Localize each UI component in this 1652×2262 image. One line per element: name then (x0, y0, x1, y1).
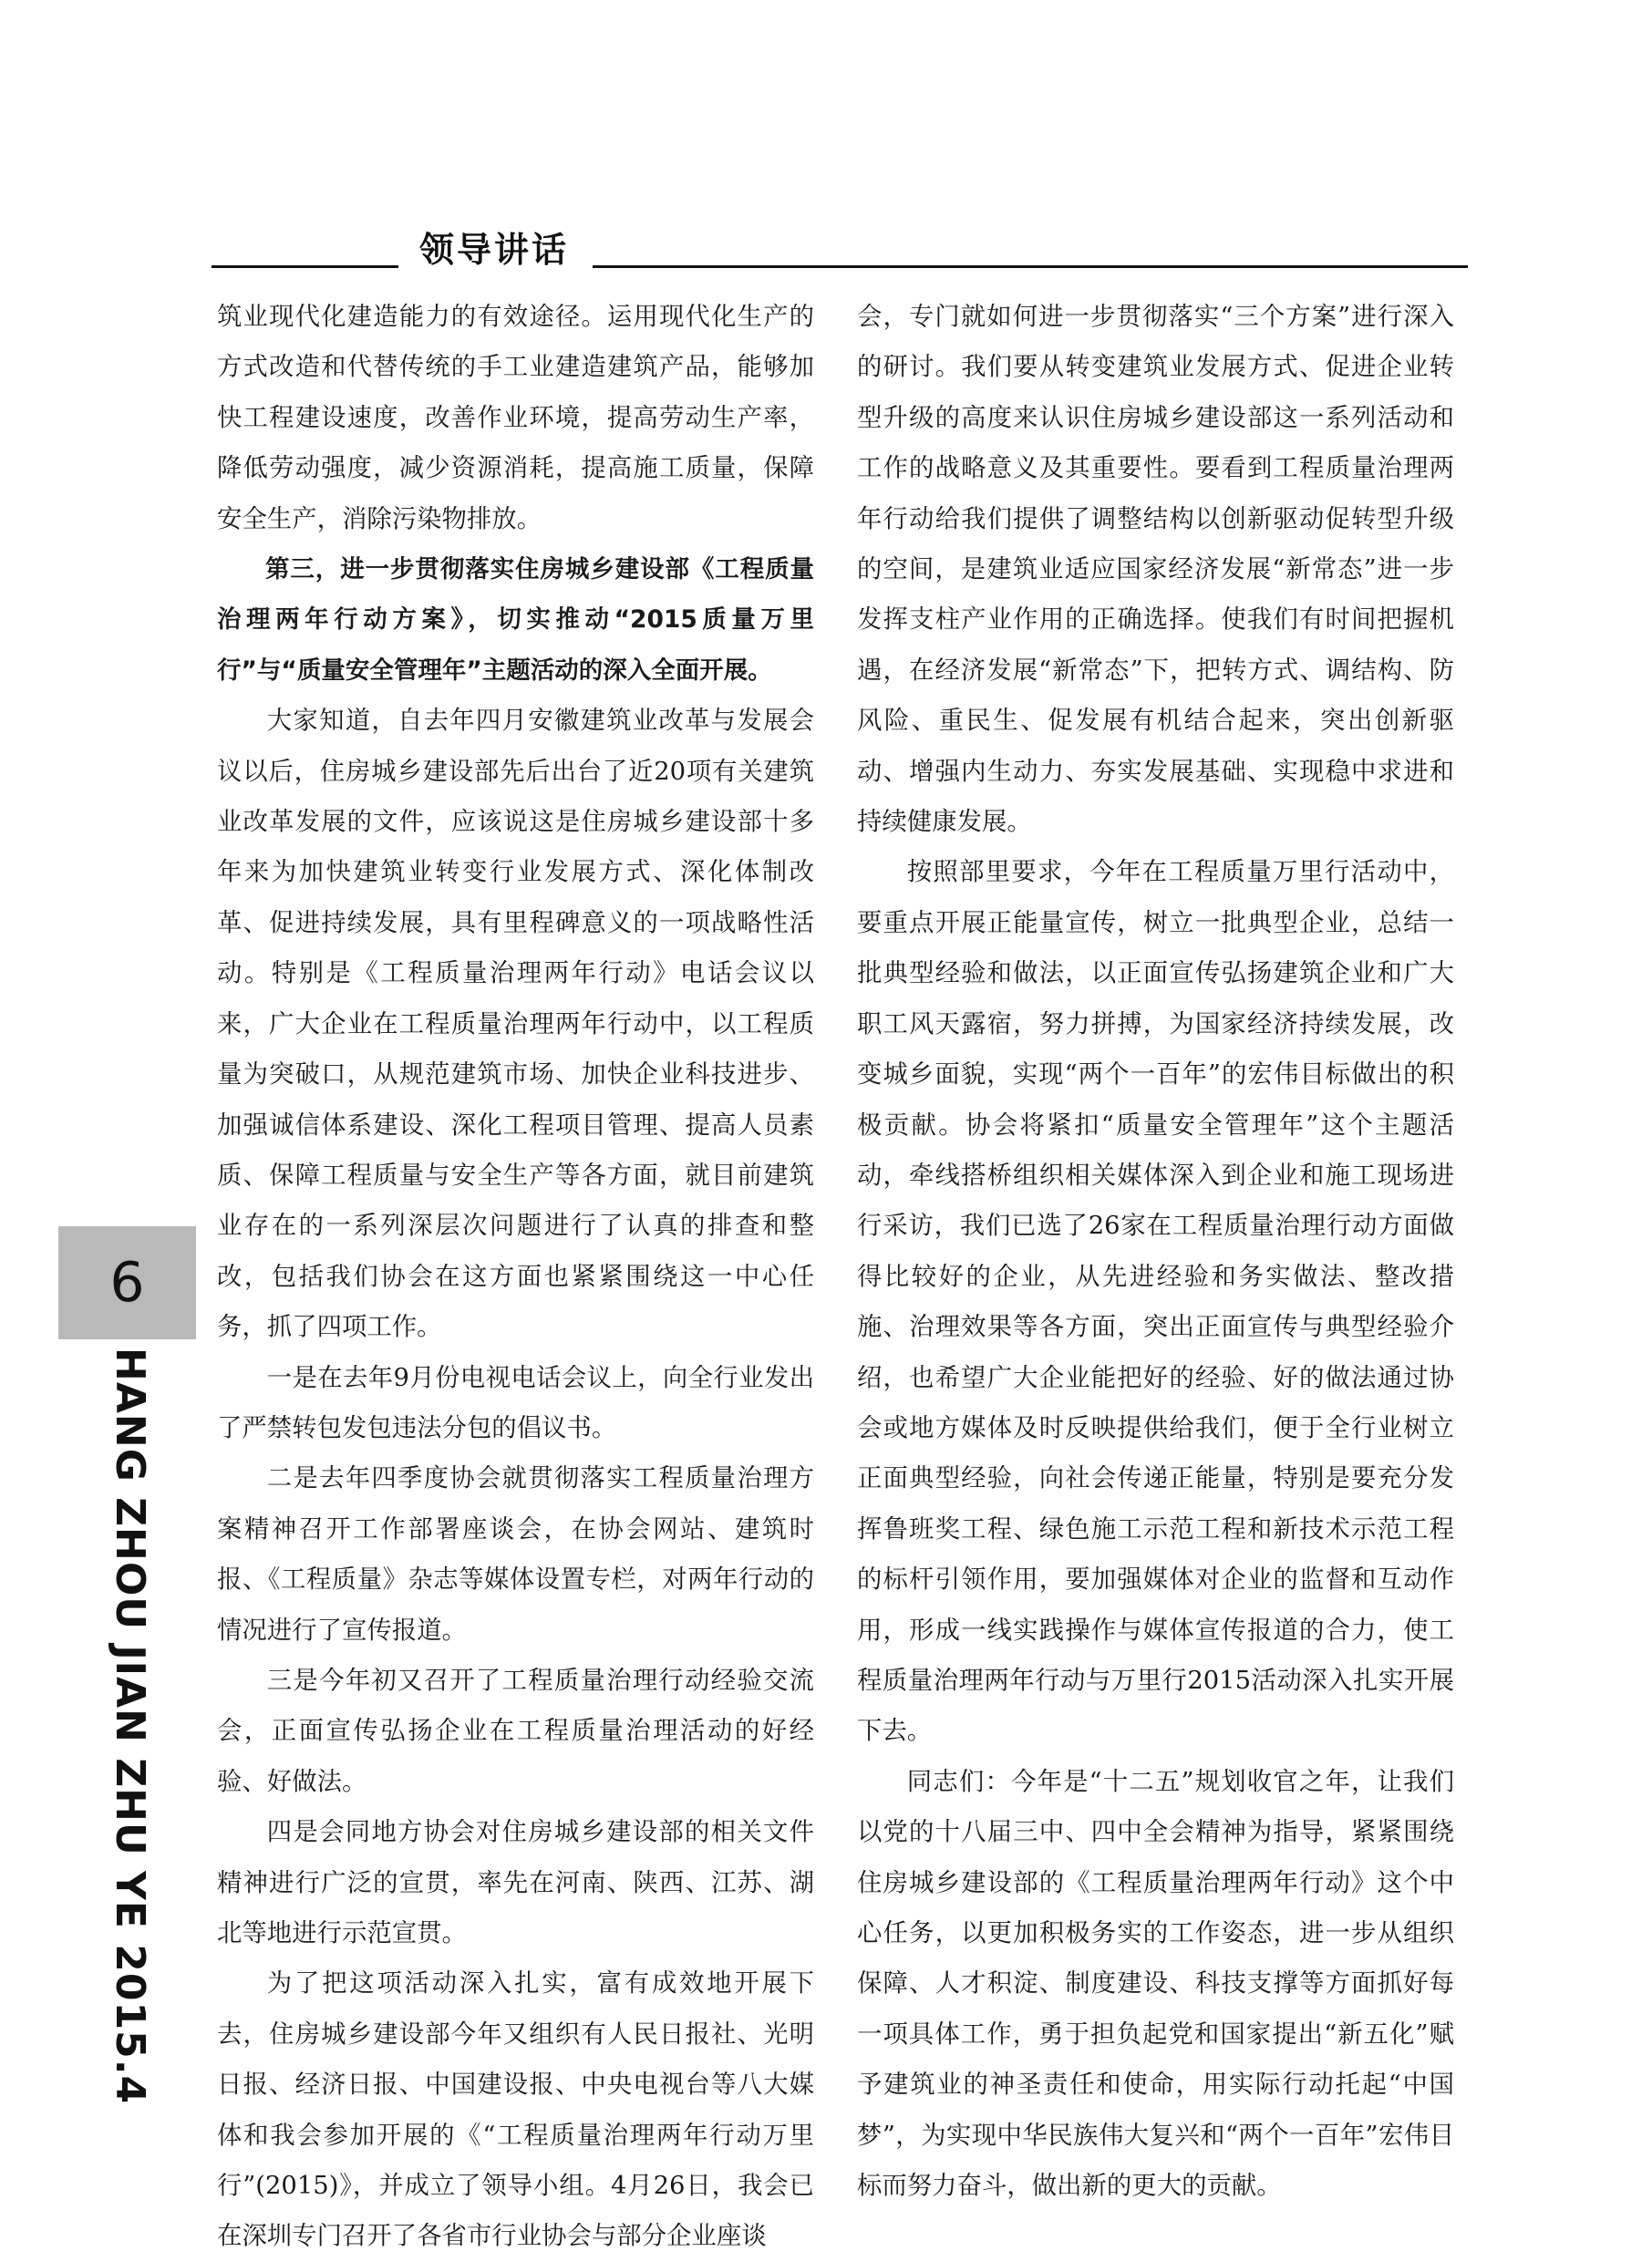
paragraph: 为了把这项活动深入扎实，富有成效地开展下去，住房城乡建设部今年又组织有人民日报社、光明日报、经济日报、中国建设报、中央电视台等八大媒体和我会参加开展的《“工程质量治理两年行动万里行”(2015)》，并成立了领导小组。4月26日，我会已在深圳专门召开了各省市行业协会与部分企业座谈 (217, 1969, 814, 2251)
bold-heading-paragraph: 第三，进一步贯彻落实住房城乡建设部《工程质量治理两年行动方案》，切实推动“2015质量万里行”与“质量安全管理年”主题活动的深入全面开展。 (217, 555, 814, 685)
page-number: 6 (109, 1251, 145, 1315)
header-rule-right (593, 265, 1468, 268)
paragraph: 筑业现代化建造能力的有效途径。运用现代化生产的方式改造和代替传统的手工业建造建筑产品，能够加快工程建设速度，改善作业环境，提高劳动生产率，降低劳动强度，减少资源消耗，提高施工质量，保障安全生产，消除污染物排放。 (217, 303, 814, 533)
left-column (217, 292, 814, 2262)
section-title: 领导讲话 (419, 230, 570, 270)
paragraph: 会，专门就如何进一步贯彻落实“三个方案”进行深入的研讨。我们要从转变建筑业发展方式、促进企业转型升级的高度来认识住房城乡建设部这一系列活动和工作的战略意义及其重要性。要看到工程质量治理两年行动给我们提供了调整结构以创新驱动促转型升级的空间，是建筑业适应国家经济发展“新常态”进一步发挥支柱产业作用的正确选择。使我们有时间把握机遇，在经济发展“新常态”下，把转方式、调结构、防风险、重民生、促发展有机结合起来，突出创新驱动、增强内生动力、夯实发展基础、实现稳中求进和持续健康发展。 (857, 303, 1454, 837)
page-number-box (58, 1226, 196, 1339)
right-column (857, 292, 1454, 2211)
paragraph: 三是今年初又召开了工程质量治理行动经验交流会，正面宣传弘扬企业在工程质量治理活动的好经验、好做法。 (217, 1666, 814, 1796)
paragraph: 同志们：今年是“十二五”规划收官之年，让我们以党的十八届三中、四中全会精神为指导，紧紧围绕住房城乡建设部的《工程质量治理两年行动》这个中心任务，以更加积极务实的工作姿态，进一步从组织保障、人才积淀、制度建设、科技支撑等方面抓好每一项具体工作，勇于担负起党和国家提出“新五化”赋予建筑业的神圣责任和使命，用实际行动托起“中国梦”，为实现中华民族伟大复兴和“两个一百年”宏伟目标而努力奋斗，做出新的更大的贡献。 (857, 1767, 1454, 2201)
paragraph: 按照部里要求，今年在工程质量万里行活动中，要重点开展正能量宣传，树立一批典型企业，总结一批典型经验和做法，以正面宣传弘扬建筑企业和广大职工风天露宿，努力拼搏，为国家经济持续发展，改变城乡面貌，实现“两个一百年”的宏伟目标做出的积极贡献。协会将紧扣“质量安全管理年”这个主题活动，牵线搭桥组织相关媒体深入到企业和施工现场进行采访，我们已选了26家在工程质量治理行动方面做得比较好的企业，从先进经验和务实做法、整改措施、治理效果等各方面，突出正面宣传与典型经验介绍，也希望广大企业能把好的经验、好的做法通过协会或地方媒体及时反映提供给我们，便于全行业树立正面典型经验，向社会传递正能量，特别是要充分发挥鲁班奖工程、绿色施工示范工程和新技术示范工程的标杆引领作用，要加强媒体对企业的监督和互动作用，形成一线实践操作与媒体宣传报道的合力，使工程质量治理两年行动与万里行2015活动深入扎实开展下去。 (857, 858, 1454, 1746)
header-rule-left (212, 265, 398, 268)
journal-vertical-label: HANG ZHOU JIAN ZHU YE 2015.4 (107, 1348, 153, 2105)
paragraph: 二是去年四季度协会就贯彻落实工程质量治理方案精神召开工作部署座谈会，在协会网站、建筑时报、《工程质量》杂志等媒体设置专栏，对两年行动的情况进行了宣传报道。 (217, 1464, 814, 1645)
paragraph: 一是在去年9月份电视电话会议上，向全行业发出了严禁转包发包违法分包的倡议书。 (217, 1363, 814, 1442)
paragraph: 大家知道，自去年四月安徽建筑业改革与发展会议以后，住房城乡建设部先后出台了近20项有关建筑业改革发展的文件，应该说这是住房城乡建设部十多年来为加快建筑业转变行业发展方式、深化体制改革、促进持续发展，具有里程碑意义的一项战略性活动。特别是《工程质量治理两年行动》电话会议以来，广大企业在工程质量治理两年行动中，以工程质量为突破口，从规范建筑市场、加快企业科技进步、加强诚信体系建设、深化工程项目管理、提高人员素质、保障工程质量与安全生产等各方面，就目前建筑业存在的一系列深层次问题进行了认真的排查和整改，包括我们协会在这方面也紧紧围绕这一中心任务，抓了四项工作。 (217, 707, 814, 1342)
paragraph: 四是会同地方协会对住房城乡建设部的相关文件精神进行广泛的宣贯，率先在河南、陕西、江苏、湖北等地进行示范宣贯。 (217, 1818, 814, 1947)
